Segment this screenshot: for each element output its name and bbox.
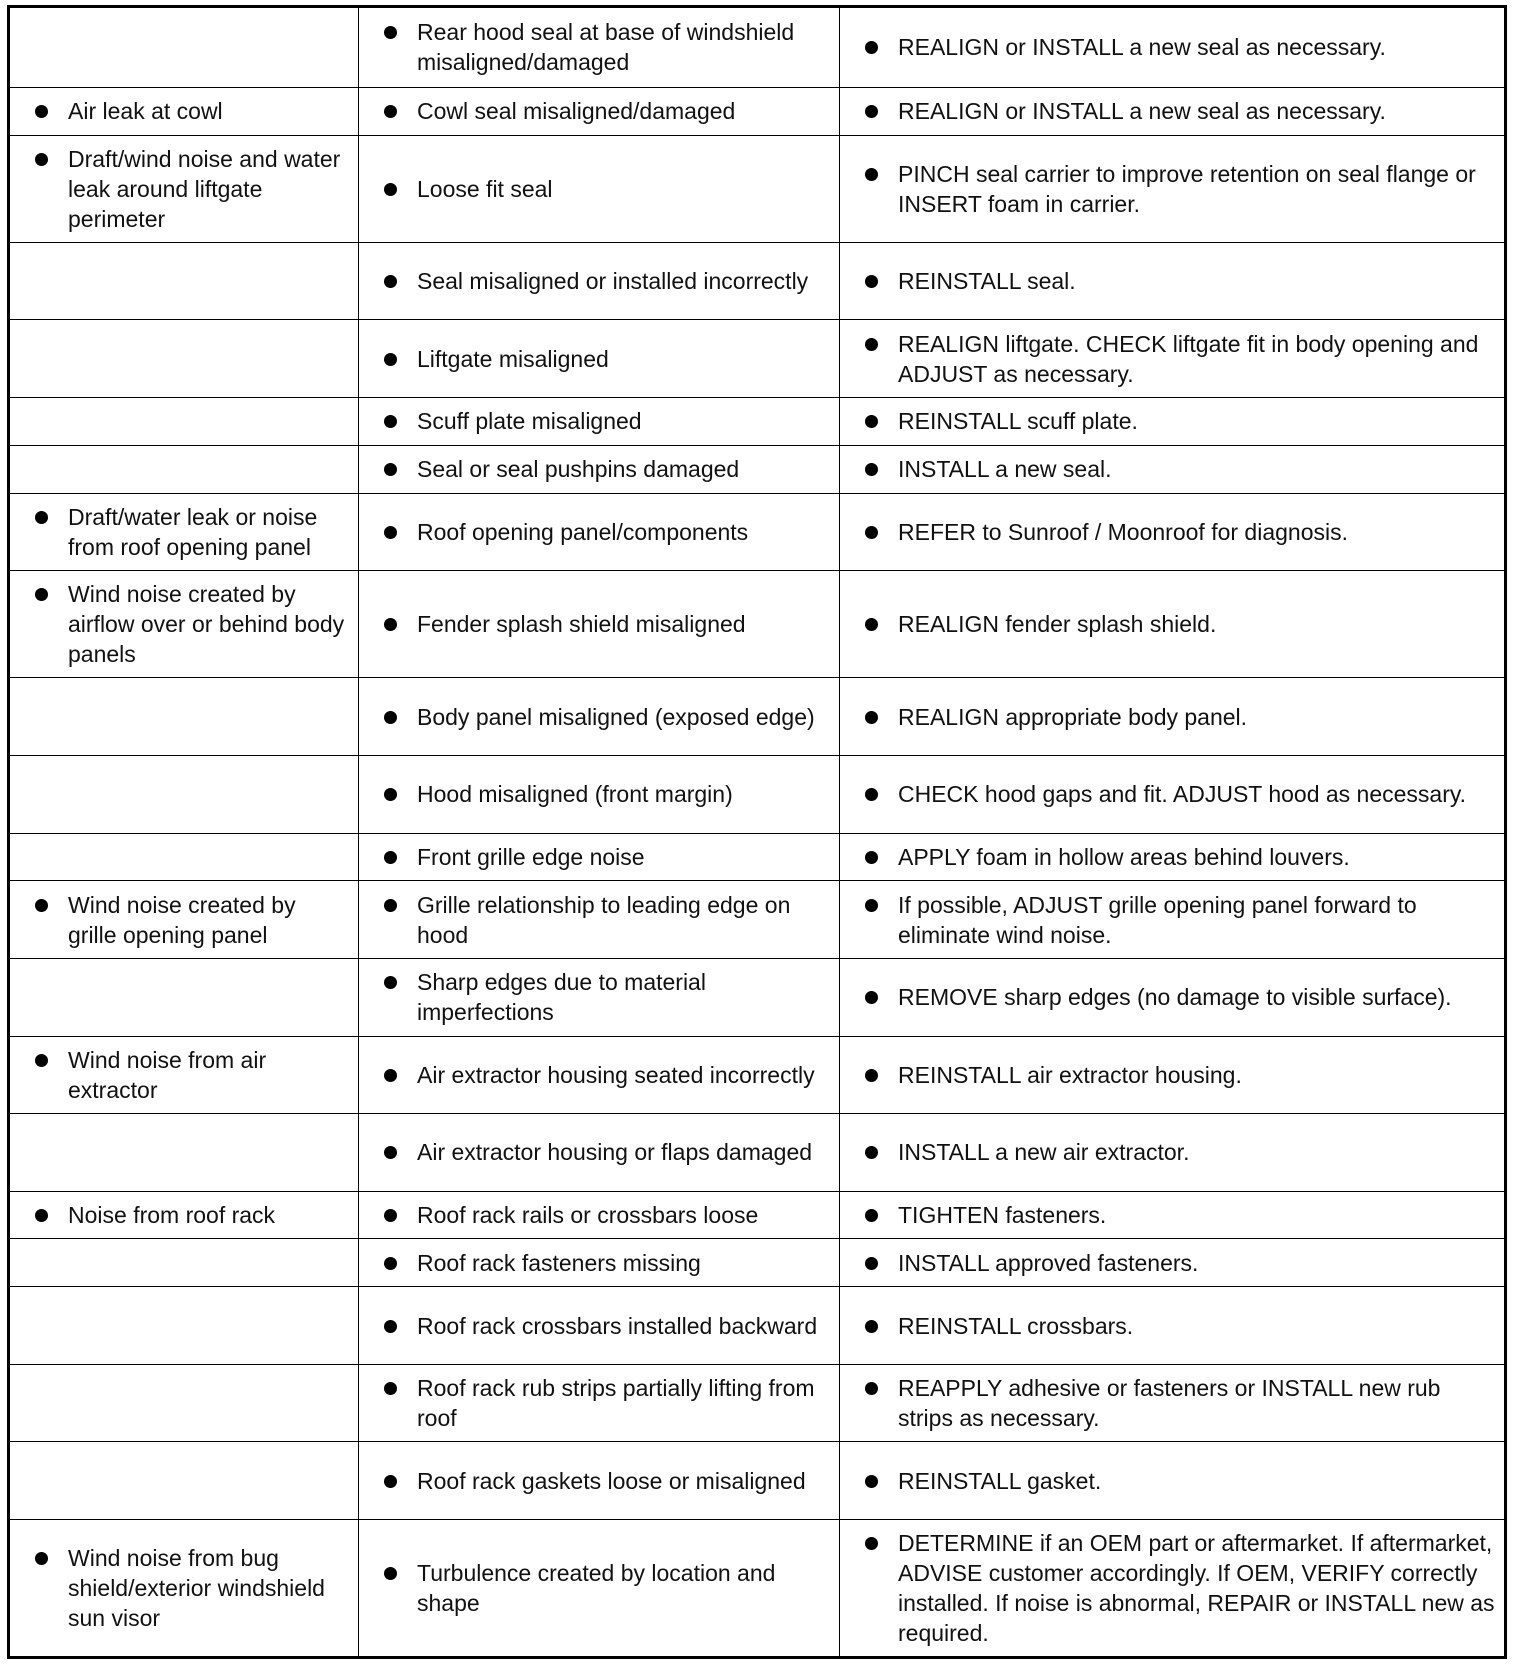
action-entry [840, 266, 1496, 296]
bullet-icon [384, 1567, 397, 1580]
cause-entry [359, 96, 831, 126]
cause-text: Air extractor housing seated incorrectly [417, 1061, 815, 1088]
symptom-cell [10, 1364, 359, 1442]
cause-text: Grille relationship to leading edge on hood [417, 891, 791, 948]
action-entry [840, 702, 1496, 732]
cause-cell [359, 242, 840, 320]
cause-cell [359, 1036, 840, 1114]
symptom-text: Draft/water leak or noise from roof opening panel [68, 503, 318, 560]
action-entry [840, 1060, 1496, 1090]
cause-entry [359, 1060, 831, 1090]
table-row [10, 87, 1505, 135]
diagnosis-table [9, 7, 1505, 1657]
bullet-icon [865, 711, 878, 724]
symptom-text: Wind noise created by grille opening panel [68, 891, 296, 948]
action-text: REFER to Sunroof / Moonroof for diagnosis. [898, 518, 1348, 545]
bullet-icon [865, 168, 878, 181]
action-text: REINSTALL gasket. [898, 1467, 1102, 1494]
table-row [10, 320, 1505, 398]
cause-cell [359, 571, 840, 678]
action-cell [840, 320, 1505, 398]
table-row [10, 1519, 1505, 1656]
action-entry [840, 1466, 1496, 1496]
symptom-cell [10, 242, 359, 320]
symptom-cell [10, 320, 359, 398]
cause-text: Liftgate misaligned [417, 345, 609, 372]
action-cell [840, 571, 1505, 678]
symptom-cell [10, 571, 359, 678]
cause-entry [359, 344, 831, 374]
action-cell [840, 1287, 1505, 1365]
table-row [10, 1442, 1505, 1520]
table-row [10, 135, 1505, 242]
action-entry [840, 1248, 1496, 1278]
symptom-cell [10, 445, 359, 493]
symptom-text: Wind noise created by airflow over or behind body panels [68, 581, 345, 668]
table-row [10, 958, 1505, 1036]
bullet-icon [865, 105, 878, 118]
action-cell [840, 87, 1505, 135]
symptom-entry [10, 144, 350, 234]
bullet-icon [384, 1320, 397, 1333]
action-text: INSTALL a new air extractor. [898, 1139, 1190, 1166]
cause-cell [359, 958, 840, 1036]
symptom-entry [10, 1543, 350, 1633]
action-entry [840, 779, 1496, 809]
bullet-icon [384, 1209, 397, 1222]
table-row [10, 397, 1505, 445]
bullet-icon [384, 463, 397, 476]
cause-text: Roof rack fasteners missing [417, 1249, 701, 1276]
symptom-cell [10, 1287, 359, 1365]
action-cell [840, 1036, 1505, 1114]
symptom-cell [10, 1036, 359, 1114]
cause-cell [359, 493, 840, 571]
bullet-icon [384, 976, 397, 989]
cause-entry [359, 842, 831, 872]
bullet-icon [384, 1382, 397, 1395]
symptom-text: Noise from roof rack [68, 1202, 276, 1229]
table-row [10, 881, 1505, 959]
cause-entry [359, 174, 831, 204]
bullet-icon [865, 1257, 878, 1270]
action-entry [840, 1373, 1496, 1433]
symptom-cell [10, 1191, 359, 1239]
table-row [10, 1036, 1505, 1114]
cause-cell [359, 1287, 840, 1365]
symptom-cell [10, 493, 359, 571]
bullet-icon [384, 788, 397, 801]
symptom-cell [10, 833, 359, 881]
symptom-cell [10, 397, 359, 445]
cause-text: Air extractor housing or flaps damaged [417, 1139, 813, 1166]
cause-entry [359, 517, 831, 547]
symptom-cell [10, 8, 359, 88]
action-entry [840, 454, 1496, 484]
cause-cell [359, 1364, 840, 1442]
table-row [10, 1364, 1505, 1442]
action-text: REINSTALL crossbars. [898, 1312, 1134, 1339]
table-row [10, 1287, 1505, 1365]
action-text: APPLY foam in hollow areas behind louvers. [898, 843, 1350, 870]
action-text: REINSTALL air extractor housing. [898, 1061, 1242, 1088]
table-row [10, 445, 1505, 493]
bullet-icon [35, 1209, 48, 1222]
cause-text: Loose fit seal [417, 175, 553, 202]
action-cell [840, 135, 1505, 242]
symptom-cell [10, 881, 359, 959]
cause-cell [359, 87, 840, 135]
cause-text: Sharp edges due to material imperfections [417, 969, 706, 1026]
cause-cell [359, 8, 840, 88]
action-text: REALIGN or INSTALL a new seal as necessary. [898, 98, 1386, 125]
cause-cell [359, 1442, 840, 1520]
bullet-icon [384, 415, 397, 428]
action-text: REINSTALL seal. [898, 268, 1076, 295]
bullet-icon [865, 526, 878, 539]
action-text: REALIGN liftgate. CHECK liftgate fit in body opening and ADJUST as necessary. [898, 330, 1479, 387]
action-entry [840, 1200, 1496, 1230]
cause-entry [359, 266, 831, 296]
action-entry [840, 329, 1496, 389]
cause-cell [359, 445, 840, 493]
cause-cell [359, 881, 840, 959]
action-entry [840, 406, 1496, 436]
cause-entry [359, 454, 831, 484]
bullet-icon [35, 511, 48, 524]
action-cell [840, 881, 1505, 959]
action-cell [840, 1442, 1505, 1520]
action-text: DETERMINE if an OEM part or aftermarket. If aftermarket, ADVISE customer accordingly. If OEM, VERIFY correctly installed. If noise is abnormal, REPAIR or INSTALL new as required. [898, 1529, 1495, 1646]
cause-text: Seal misaligned or installed incorrectly [417, 268, 809, 295]
bullet-icon [865, 899, 878, 912]
table-row [10, 833, 1505, 881]
symptom-cell [10, 135, 359, 242]
bullet-icon [384, 711, 397, 724]
bullet-icon [865, 41, 878, 54]
bullet-icon [865, 1382, 878, 1395]
action-text: INSTALL approved fasteners. [898, 1249, 1199, 1276]
bullet-icon [35, 105, 48, 118]
cause-entry [359, 406, 831, 436]
cause-cell [359, 1239, 840, 1287]
bullet-icon [865, 338, 878, 351]
action-text: REALIGN fender splash shield. [898, 611, 1217, 638]
cause-text: Roof rack rails or crossbars loose [417, 1202, 759, 1229]
action-text: REALIGN appropriate body panel. [898, 703, 1248, 730]
cause-entry [359, 1558, 831, 1618]
bullet-icon [35, 588, 48, 601]
bullet-icon [384, 1257, 397, 1270]
bullet-icon [384, 275, 397, 288]
cause-entry [359, 1248, 831, 1278]
bullet-icon [384, 618, 397, 631]
action-cell [840, 1114, 1505, 1192]
cause-cell [359, 1114, 840, 1192]
action-text: If possible, ADJUST grille opening panel forward to eliminate wind noise. [898, 891, 1417, 948]
symptom-entry [10, 502, 350, 562]
table-row [10, 678, 1505, 756]
cause-cell [359, 135, 840, 242]
cause-entry [359, 1311, 831, 1341]
symptom-cell [10, 678, 359, 756]
bullet-icon [384, 851, 397, 864]
symptom-text: Wind noise from air extractor [68, 1046, 267, 1103]
action-entry [840, 1311, 1496, 1341]
bullet-icon [384, 1069, 397, 1082]
cause-entry [359, 779, 831, 809]
action-text: REMOVE sharp edges (no damage to visible surface). [898, 984, 1452, 1011]
action-text: INSTALL a new seal. [898, 456, 1112, 483]
action-cell [840, 678, 1505, 756]
symptom-cell [10, 1239, 359, 1287]
bullet-icon [35, 899, 48, 912]
bullet-icon [865, 275, 878, 288]
cause-text: Hood misaligned (front margin) [417, 781, 733, 808]
cause-cell [359, 756, 840, 834]
cause-text: Cowl seal misaligned/damaged [417, 98, 736, 125]
bullet-icon [384, 183, 397, 196]
cause-cell [359, 1519, 840, 1656]
bullet-icon [384, 899, 397, 912]
action-text: PINCH seal carrier to improve retention on seal flange or INSERT foam in carrier. [898, 160, 1476, 217]
cause-entry [359, 1200, 831, 1230]
bullet-icon [384, 1146, 397, 1159]
cause-text: Front grille edge noise [417, 843, 645, 870]
symptom-cell [10, 958, 359, 1036]
cause-text: Scuff plate misaligned [417, 408, 642, 435]
action-text: REALIGN or INSTALL a new seal as necessary. [898, 34, 1386, 61]
cause-text: Seal or seal pushpins damaged [417, 456, 740, 483]
symptom-text: Air leak at cowl [68, 98, 223, 125]
action-cell [840, 1239, 1505, 1287]
cause-cell [359, 678, 840, 756]
symptom-entry [10, 1200, 350, 1230]
action-entry [840, 96, 1496, 126]
cause-entry [359, 890, 831, 950]
diagnosis-table-frame [7, 5, 1507, 1659]
bullet-icon [384, 526, 397, 539]
action-entry [840, 1528, 1496, 1648]
bullet-icon [384, 353, 397, 366]
action-text: TIGHTEN fasteners. [898, 1202, 1107, 1229]
bullet-icon [865, 463, 878, 476]
cause-entry [359, 967, 831, 1027]
action-cell [840, 397, 1505, 445]
cause-entry [359, 1373, 831, 1433]
action-cell [840, 242, 1505, 320]
action-cell [840, 445, 1505, 493]
bullet-icon [384, 1475, 397, 1488]
bullet-icon [865, 788, 878, 801]
cause-entry [359, 17, 831, 77]
action-entry [840, 609, 1496, 639]
action-cell [840, 493, 1505, 571]
table-row [10, 1114, 1505, 1192]
cause-cell [359, 833, 840, 881]
action-cell [840, 958, 1505, 1036]
action-entry [840, 842, 1496, 872]
bullet-icon [35, 1054, 48, 1067]
cause-cell [359, 397, 840, 445]
symptom-entry [10, 96, 350, 126]
diagnosis-table-body [10, 8, 1505, 1657]
action-entry [840, 159, 1496, 219]
action-cell [840, 1191, 1505, 1239]
symptom-entry [10, 1045, 350, 1105]
cause-entry [359, 1137, 831, 1167]
symptom-cell [10, 1442, 359, 1520]
bullet-icon [865, 851, 878, 864]
bullet-icon [865, 618, 878, 631]
bullet-icon [865, 1069, 878, 1082]
cause-text: Rear hood seal at base of windshield misaligned/damaged [417, 19, 795, 76]
bullet-icon [35, 153, 48, 166]
action-cell [840, 756, 1505, 834]
symptom-text: Draft/wind noise and water leak around liftgate perimeter [68, 145, 341, 232]
bullet-icon [865, 1146, 878, 1159]
bullet-icon [384, 105, 397, 118]
cause-text: Fender splash shield misaligned [417, 611, 746, 638]
table-row [10, 8, 1505, 88]
symptom-text: Wind noise from bug shield/exterior windshield sun visor [68, 1544, 325, 1631]
cause-text: Turbulence created by location and shape [417, 1559, 776, 1616]
cause-text: Roof rack gaskets loose or misaligned [417, 1467, 806, 1494]
cause-text: Roof rack rub strips partially lifting from roof [417, 1375, 815, 1432]
bullet-icon [865, 1209, 878, 1222]
action-cell [840, 8, 1505, 88]
table-row [10, 756, 1505, 834]
cause-cell [359, 320, 840, 398]
action-cell [840, 833, 1505, 881]
cause-entry [359, 609, 831, 639]
action-entry [840, 1137, 1496, 1167]
symptom-entry [10, 890, 350, 950]
table-row [10, 1191, 1505, 1239]
table-row [10, 571, 1505, 678]
action-cell [840, 1364, 1505, 1442]
table-row [10, 493, 1505, 571]
action-entry [840, 517, 1496, 547]
bullet-icon [384, 26, 397, 39]
action-text: REAPPLY adhesive or fasteners or INSTALL new rub strips as necessary. [898, 1375, 1441, 1432]
cause-text: Body panel misaligned (exposed edge) [417, 703, 815, 730]
symptom-cell [10, 1114, 359, 1192]
symptom-entry [10, 579, 350, 669]
bullet-icon [865, 991, 878, 1004]
cause-cell [359, 1191, 840, 1239]
action-cell [840, 1519, 1505, 1656]
action-entry [840, 32, 1496, 62]
bullet-icon [865, 415, 878, 428]
action-entry [840, 890, 1496, 950]
table-row [10, 242, 1505, 320]
symptom-cell [10, 87, 359, 135]
bullet-icon [865, 1537, 878, 1550]
cause-entry [359, 702, 831, 732]
cause-entry [359, 1466, 831, 1496]
cause-text: Roof rack crossbars installed backward [417, 1312, 818, 1339]
action-text: REINSTALL scuff plate. [898, 408, 1138, 435]
bullet-icon [865, 1475, 878, 1488]
symptom-cell [10, 756, 359, 834]
action-text: CHECK hood gaps and fit. ADJUST hood as necessary. [898, 781, 1467, 808]
cause-text: Roof opening panel/components [417, 518, 749, 545]
action-entry [840, 982, 1496, 1012]
bullet-icon [35, 1552, 48, 1565]
symptom-cell [10, 1519, 359, 1656]
bullet-icon [865, 1320, 878, 1333]
table-row [10, 1239, 1505, 1287]
